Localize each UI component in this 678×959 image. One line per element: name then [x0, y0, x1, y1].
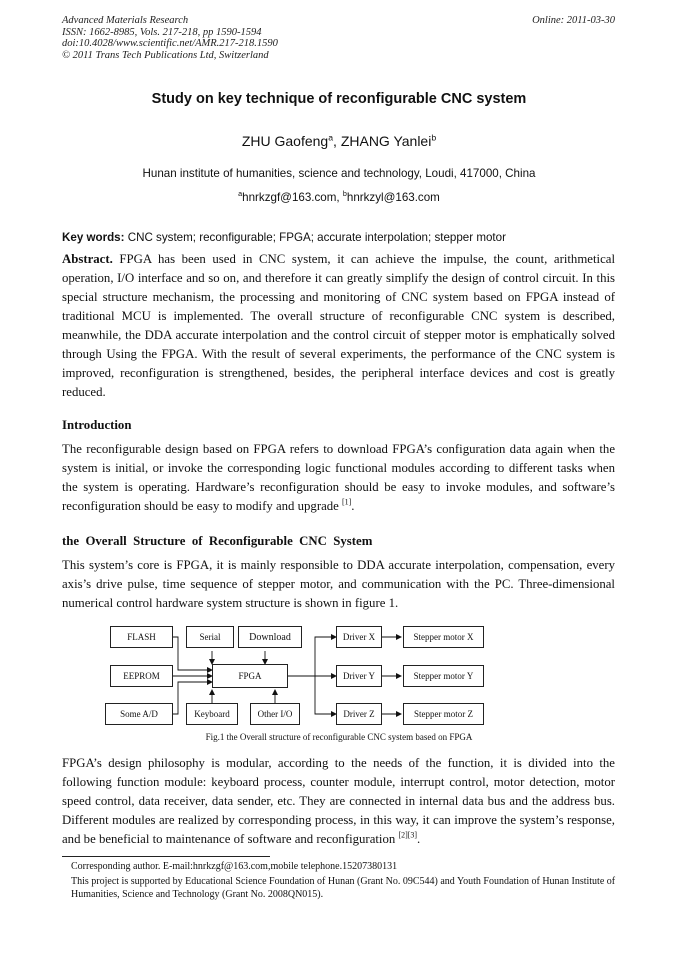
- email-a: hnrkzgf@163.com: [242, 191, 337, 204]
- email-b-mark: b: [342, 189, 347, 199]
- abstract-label: Abstract.: [62, 252, 113, 266]
- issn-line: ISSN: 1662-8985, Vols. 217-218, pp 1590-1594: [62, 26, 262, 38]
- fpga-driverx-link: [315, 637, 336, 676]
- overall-paragraph: This system’s core is FPGA, it is mainly responsible to DDA accurate interpolation, compensation, every axis’s drive pulse, time sequence of stepper motor, and communication with the PC. Three-dimensional numerical control hardware system structure is shown in figure 1.: [62, 558, 615, 610]
- intro-heading: Introduction: [62, 418, 132, 432]
- fpga-box: FPGA: [212, 664, 288, 688]
- design-paragraph: [62, 754, 615, 849]
- keywords: [62, 231, 617, 244]
- abstract: [62, 250, 615, 402]
- email-separator: ,: [336, 191, 343, 204]
- somead-box: Some A/D: [105, 703, 173, 725]
- author-line: [0, 133, 678, 149]
- intro-citation: [1]: [342, 497, 352, 507]
- keywords-text: CNC system; reconfigurable; FPGA; accurate interpolation; stepper motor: [124, 231, 506, 244]
- journal-header: [62, 15, 278, 61]
- otherio-box: Other I/O: [250, 703, 300, 725]
- overall-heading: the Overall Structure of Reconfigurable CNC System: [62, 534, 373, 548]
- author-2: ZHANG Yanlei: [340, 133, 432, 149]
- paper-title: Study on key technique of reconfigurable CNC system: [151, 91, 527, 107]
- design-citation: [2][3]: [398, 830, 417, 840]
- intro-paragraph: [62, 440, 615, 516]
- email-a-mark: a: [238, 189, 243, 199]
- keyboard-box: Keyboard: [186, 703, 238, 725]
- fpga-driverz-link: [315, 676, 336, 714]
- footnote-divider: [62, 856, 270, 857]
- design-end: .: [416, 832, 421, 846]
- author-separator: ,: [333, 133, 341, 149]
- email-line: [0, 191, 678, 204]
- drivery-box: Driver Y: [336, 665, 382, 687]
- copyright-line: © 2011 Trans Tech Publications Ltd, Switzerland: [62, 49, 269, 61]
- doi-line: doi:10.4028/www.scientific.net/AMR.217-218.1590: [62, 38, 278, 50]
- figure-caption: Fig.1 the Overall structure of reconfigurable CNC system based on FPGA: [205, 732, 473, 742]
- driverz-box: Driver Z: [336, 703, 382, 725]
- driverx-box: Driver X: [336, 626, 382, 648]
- stepperx-box: Stepper motor X: [403, 626, 484, 648]
- journal-name: Advanced Materials Research: [62, 15, 189, 26]
- design-text: FPGA’s design philosophy is modular, according to the needs of the function, it is divided into the following function module: keyboard process, counter module, interrupt control, motor detection, motor speed control, data receiver, data sender, etc. They are connected in internal data bus and the address bus. Different modules are realized by corresponding process, in this way, it can improve the system’s response, and be beneficial to maintenance of software and reconfiguration: [62, 756, 615, 846]
- steppery-box: Stepper motor Y: [403, 665, 484, 687]
- eeprom-box: EEPROM: [110, 665, 173, 687]
- stepperz-box: Stepper motor Z: [403, 703, 484, 725]
- intro-text: The reconfigurable design based on FPGA refers to download FPGA’s configuration data again when the system is initial, or invoke the corresponding logic functional modules according to different tasks when the system is operating. Hardware’s reconfiguration should be easy to invoke modules, and software’s reconfiguration should be easy to modify and upgrade: [62, 442, 615, 513]
- author-1: ZHU Gaofeng: [241, 133, 329, 149]
- download-box: Download: [238, 626, 302, 648]
- online-date: Online: 2011-03-30: [532, 15, 615, 26]
- serial-box: Serial: [186, 626, 234, 648]
- footnote-funding: This project is supported by Educational Science Foundation of Hunan (Grant No. 09C544) and Youth Foundation of Hunan Institute of Humanities, Science and Technology (Grant No. 2008QN015).: [71, 876, 616, 900]
- flash-box: FLASH: [110, 626, 173, 648]
- intro-end: .: [351, 499, 355, 513]
- footnote-corresponding: Corresponding author. E-mail:hnrkzgf@163.com,mobile telephone.15207380131: [71, 861, 398, 872]
- affiliation: Hunan institute of humanities, science and technology, Loudi, 417000, China: [142, 167, 536, 180]
- keywords-label: Key words:: [62, 231, 125, 244]
- email-b: hnrkzyl@163.com: [346, 191, 440, 204]
- author-1-mark: a: [328, 132, 334, 143]
- author-2-mark: b: [431, 132, 437, 143]
- abstract-text: FPGA has been used in CNC system, it can achieve the impulse, the count, arithmetical operation, I/O interface and so on, and therefore it can greatly simplify the design of control circuit. In this special structure mechanism, the processing and monitoring of CNC system based on FPGA instead of traditional MCU is implemented. The overall structure of reconfigurable CNC system is described, meanwhile, the DDA accurate interpolation and the control circuit of stepper motor is emphatically solved through Using the FPGA. With the result of several experiments, the performance of the CNC system is improved, reconfiguration is strengthened, besides, the peripheral interface devices and cost is greatly reduced.: [62, 252, 615, 399]
- figure-1: [100, 618, 590, 730]
